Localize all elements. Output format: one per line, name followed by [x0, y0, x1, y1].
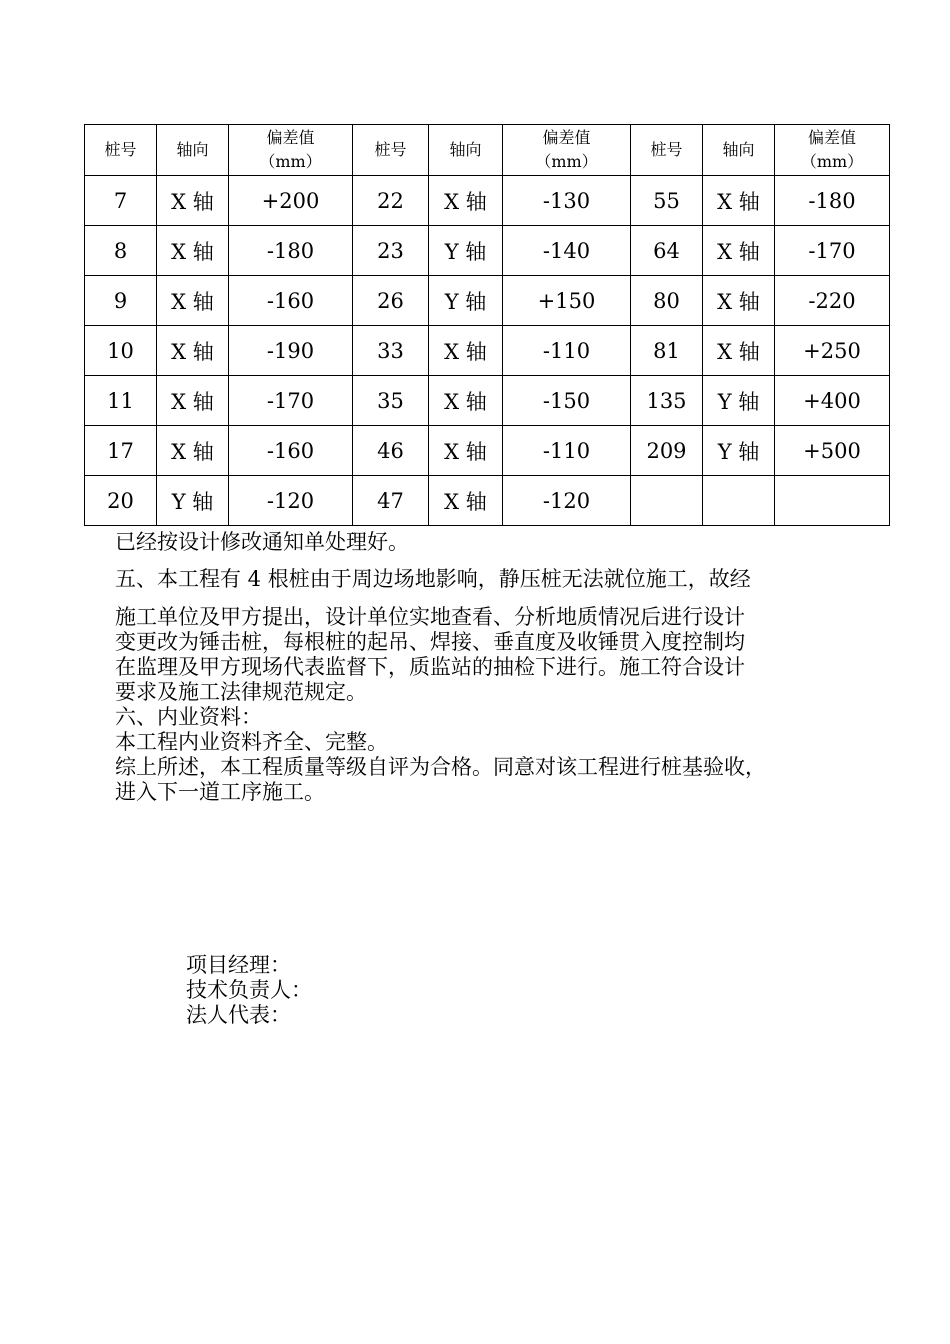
body-line: 六、内业资料：: [115, 705, 262, 729]
cell-pile-no: [631, 476, 703, 526]
body-line: 本工程内业资料齐全、完整。: [115, 730, 388, 754]
cell-pile-no: 33: [353, 326, 429, 376]
cell-deviation: -150: [503, 376, 631, 426]
cell-pile-no: 46: [353, 426, 429, 476]
cell-axis: Y 轴: [157, 476, 229, 526]
cell-deviation: +150: [503, 276, 631, 326]
cell-deviation: -130: [503, 176, 631, 226]
header-deviation-unit: （mm）: [535, 152, 598, 171]
cell-pile-no: 35: [353, 376, 429, 426]
cell-deviation: -180: [229, 226, 353, 276]
cell-axis: X 轴: [429, 326, 503, 376]
body-line: 五、本工程有 4 根桩由于周边场地影响，静压桩无法就位施工，故经: [115, 567, 751, 591]
cell-deviation: -110: [503, 326, 631, 376]
cell-deviation: [775, 476, 890, 526]
cell-pile-no: 10: [85, 326, 157, 376]
cell-axis: X 轴: [157, 276, 229, 326]
cell-pile-no: 17: [85, 426, 157, 476]
header-pile-no: 桩号: [85, 125, 157, 176]
cell-axis: X 轴: [429, 476, 503, 526]
table-row: [85, 326, 890, 376]
cell-pile-no: 26: [353, 276, 429, 326]
cell-deviation: -180: [775, 176, 890, 226]
cell-axis: X 轴: [703, 326, 775, 376]
cell-pile-no: 9: [85, 276, 157, 326]
table-row: [85, 176, 890, 226]
header-pile-no: 桩号: [353, 125, 429, 176]
cell-axis: X 轴: [157, 426, 229, 476]
header-pile-no: 桩号: [631, 125, 703, 176]
cell-pile-no: 11: [85, 376, 157, 426]
body-line: 变更改为锤击桩，每根桩的起吊、焊接、垂直度及收锤贯入度控制均: [115, 630, 745, 654]
cell-deviation: +200: [229, 176, 353, 226]
body-line: 已经按设计修改通知单处理好。: [115, 530, 409, 554]
cell-pile-no: 20: [85, 476, 157, 526]
cell-deviation: +250: [775, 326, 890, 376]
cell-axis: X 轴: [429, 376, 503, 426]
cell-axis: X 轴: [703, 276, 775, 326]
cell-pile-no: 64: [631, 226, 703, 276]
header-deviation-unit: （mm）: [259, 152, 322, 171]
table-row: [85, 226, 890, 276]
body-line: 综上所述，本工程质量等级自评为合格。同意对该工程进行桩基验收，: [115, 755, 766, 779]
cell-pile-no: 80: [631, 276, 703, 326]
header-deviation-label: 偏差值: [266, 128, 315, 147]
table-row: [85, 426, 890, 476]
technical-lead-label: 技术负责人：: [186, 978, 312, 1002]
table-header-row: [85, 125, 890, 176]
header-deviation: [503, 125, 631, 176]
header-deviation: [229, 125, 353, 176]
header-axis: 轴向: [429, 125, 503, 176]
cell-pile-no: 47: [353, 476, 429, 526]
cell-axis: X 轴: [157, 226, 229, 276]
cell-deviation: +400: [775, 376, 890, 426]
header-axis: 轴向: [157, 125, 229, 176]
cell-axis: X 轴: [429, 426, 503, 476]
header-deviation: [775, 125, 890, 176]
cell-pile-no: 135: [631, 376, 703, 426]
table-body: [85, 176, 890, 526]
cell-deviation: -110: [503, 426, 631, 476]
cell-pile-no: 22: [353, 176, 429, 226]
cell-axis: X 轴: [703, 176, 775, 226]
header-deviation-label: 偏差值: [542, 128, 591, 147]
cell-pile-no: 8: [85, 226, 157, 276]
body-line: 进入下一道工序施工。: [115, 780, 325, 804]
header-deviation-label: 偏差值: [807, 128, 856, 147]
cell-axis: Y 轴: [429, 276, 503, 326]
cell-axis: X 轴: [703, 226, 775, 276]
cell-axis: X 轴: [157, 326, 229, 376]
cell-pile-no: 209: [631, 426, 703, 476]
table-row: [85, 276, 890, 326]
cell-deviation: -120: [229, 476, 353, 526]
project-manager-label: 项目经理：: [186, 953, 291, 977]
cell-axis: [703, 476, 775, 526]
cell-axis: X 轴: [429, 176, 503, 226]
cell-deviation: -170: [775, 226, 890, 276]
cell-deviation: +500: [775, 426, 890, 476]
cell-axis: Y 轴: [703, 376, 775, 426]
table-row: [85, 476, 890, 526]
pile-deviation-table: [84, 124, 890, 526]
cell-pile-no: 7: [85, 176, 157, 226]
cell-deviation: -140: [503, 226, 631, 276]
table-row: [85, 376, 890, 426]
cell-pile-no: 55: [631, 176, 703, 226]
cell-axis: X 轴: [157, 376, 229, 426]
cell-axis: Y 轴: [703, 426, 775, 476]
cell-axis: Y 轴: [429, 226, 503, 276]
cell-pile-no: 81: [631, 326, 703, 376]
cell-deviation: -160: [229, 276, 353, 326]
header-axis: 轴向: [703, 125, 775, 176]
legal-representative-label: 法人代表：: [186, 1003, 291, 1027]
cell-pile-no: 23: [353, 226, 429, 276]
body-line: 在监理及甲方现场代表监督下，质监站的抽检下进行。施工符合设计: [115, 655, 745, 679]
body-line: 要求及施工法律规范规定。: [115, 680, 367, 704]
cell-deviation: -220: [775, 276, 890, 326]
cell-deviation: -120: [503, 476, 631, 526]
body-line: 施工单位及甲方提出，设计单位实地查看、分析地质情况后进行设计: [115, 605, 745, 629]
cell-deviation: -160: [229, 426, 353, 476]
cell-deviation: -170: [229, 376, 353, 426]
cell-deviation: -190: [229, 326, 353, 376]
cell-axis: X 轴: [157, 176, 229, 226]
header-deviation-unit: （mm）: [800, 152, 864, 171]
